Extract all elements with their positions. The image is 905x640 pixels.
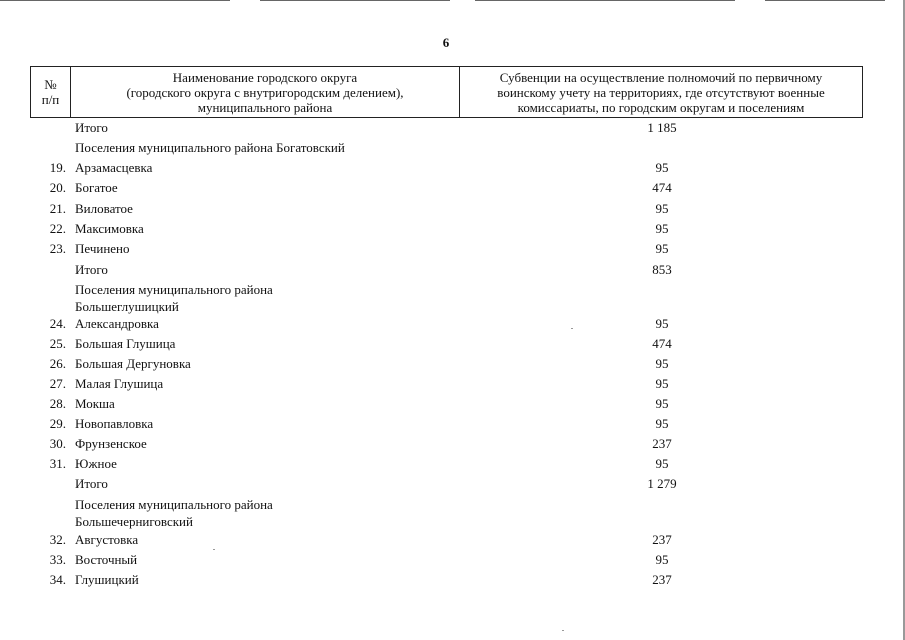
row-value: 474 <box>652 336 672 351</box>
row-value: 237 <box>652 572 672 587</box>
header-number-column: № п/п <box>31 67 71 117</box>
scan-edge-segment <box>260 0 450 1</box>
table-row <box>30 435 863 453</box>
row-value: 95 <box>655 160 669 175</box>
scan-speck <box>213 549 215 550</box>
table-row <box>30 315 863 333</box>
table-row <box>30 119 863 137</box>
table-row <box>30 220 863 238</box>
table-row <box>30 455 863 473</box>
row-name: Поселения муниципального района Богатовский <box>75 140 345 155</box>
table-row <box>30 415 863 433</box>
row-value: 95 <box>655 456 669 471</box>
row-number: 31. <box>49 456 66 471</box>
row-name: Итого <box>75 476 108 491</box>
row-name: Глушицкий <box>75 572 139 587</box>
scan-speck <box>571 328 573 329</box>
row-name: Фрунзенское <box>75 436 147 451</box>
row-name: Итого <box>75 262 108 277</box>
row-value: 853 <box>652 262 672 277</box>
row-name: Августовка <box>75 532 139 547</box>
row-name: Богатое <box>75 180 118 195</box>
row-name: Южное <box>75 456 117 471</box>
row-number: 25. <box>49 336 66 351</box>
row-number: 28. <box>49 396 66 411</box>
row-number: 27. <box>49 376 66 391</box>
row-number: 29. <box>49 416 66 431</box>
header-name-column: Наименование городского округа (городского округа с внутригородским делением), муниципального района <box>71 67 460 117</box>
scan-speck <box>562 630 564 631</box>
row-value: 95 <box>655 201 669 216</box>
row-name: Новопавловка <box>75 416 154 431</box>
table-row <box>30 355 863 373</box>
table-row <box>30 395 863 413</box>
row-number: 19. <box>49 160 66 175</box>
row-name: Итого <box>75 120 108 135</box>
row-name: Большая Дергуновка <box>75 356 191 371</box>
row-number: 34. <box>49 572 66 587</box>
table-row <box>30 240 863 258</box>
table-row <box>30 551 863 569</box>
row-value: 95 <box>655 416 669 431</box>
row-value: 1 185 <box>647 120 677 135</box>
row-value: 237 <box>652 436 672 451</box>
table-header <box>30 66 863 118</box>
row-number: 24. <box>49 316 66 331</box>
row-name: Восточный <box>75 552 138 567</box>
table-row <box>30 335 863 353</box>
row-number: 22. <box>49 221 66 236</box>
page-number: 6 <box>442 35 450 50</box>
row-name: Александровка <box>75 316 159 331</box>
section-heading-row <box>30 496 863 530</box>
row-value: 95 <box>655 396 669 411</box>
row-name: Максимовка <box>75 221 144 236</box>
row-name: Малая Глушица <box>75 376 164 391</box>
row-value: 95 <box>655 356 669 371</box>
row-value: 95 <box>655 221 669 236</box>
scan-edge-segment <box>0 0 230 1</box>
row-value: 95 <box>655 552 669 567</box>
row-name: Мокша <box>75 396 115 411</box>
table-row <box>30 159 863 177</box>
row-name: Большая Глушица <box>75 336 176 351</box>
table-row <box>30 200 863 218</box>
row-number: 23. <box>49 241 66 256</box>
header-subvention-column: Субвенции на осуществление полномочий по первичному воинскому учету на территориях, где отсутствуют военные комиссариаты, по городским округам и поселениям <box>497 69 825 115</box>
total-row <box>30 475 863 493</box>
row-value: 95 <box>655 376 669 391</box>
scan-edge-segment <box>765 0 885 1</box>
scan-edge-segment <box>475 0 735 1</box>
row-name: Поселения муниципального района Большеглушицкий <box>75 282 273 314</box>
row-number: 26. <box>49 356 66 371</box>
total-row <box>30 261 863 279</box>
row-number: 30. <box>49 436 66 451</box>
row-number: 33. <box>49 552 66 567</box>
table-row <box>30 375 863 393</box>
section-heading-row <box>30 139 863 157</box>
section-heading-row <box>30 281 863 315</box>
row-value: 95 <box>655 241 669 256</box>
table-row <box>30 571 863 589</box>
row-value: 237 <box>652 532 672 547</box>
row-name: Печинено <box>75 241 130 256</box>
scan-top-edge <box>0 0 905 2</box>
row-value: 474 <box>652 180 672 195</box>
table-row <box>30 179 863 197</box>
row-name: Виловатое <box>75 201 133 216</box>
table-row <box>30 531 863 549</box>
row-name: Поселения муниципального района Большечерниговский <box>75 497 273 529</box>
row-name: Арзамасцевка <box>75 160 153 175</box>
row-number: 21. <box>49 201 66 216</box>
row-value: 1 279 <box>647 476 677 491</box>
row-number: 20. <box>49 180 66 195</box>
row-value: 95 <box>655 316 669 331</box>
row-number: 32. <box>49 532 66 547</box>
